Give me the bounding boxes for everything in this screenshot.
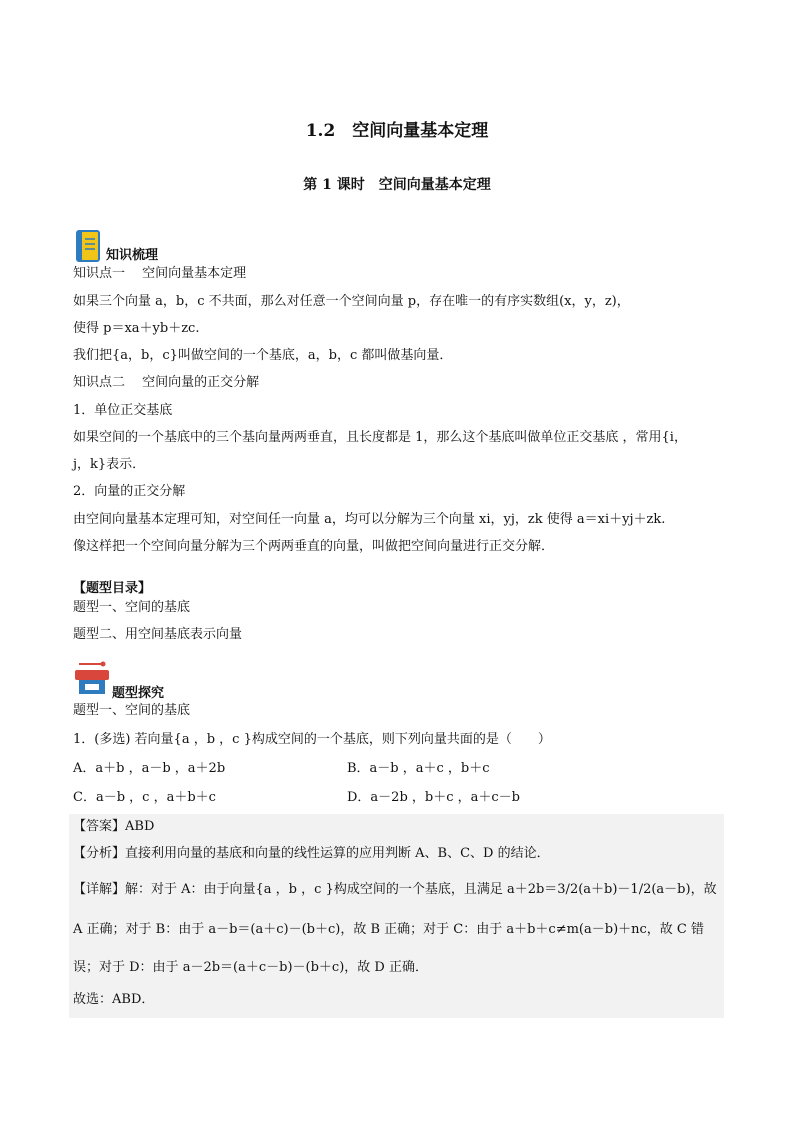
catalog-title: 【题型目录】 <box>73 581 152 596</box>
kp1-line3: 我们把{a，b，c}叫做空间的一个基底，a，b，c 都叫做基向量． <box>73 348 453 363</box>
option-a: A．a＋b ，a－b ，a＋2b <box>73 761 226 776</box>
detail-line: 【详解】解：对于 A：由于向量{a ，b ，c }构成空间的一个基底，且满足 a＋2b＝3/2(a＋b)－1/2(a－b)，故 <box>73 882 717 897</box>
detail-line: 误；对于 D：由于 a－2b＝(a＋c－b)－(b＋c)，故 D 正确． <box>73 960 428 975</box>
option-c: C．a－b ，c ，a＋b＋c <box>73 790 216 805</box>
page-title: 1.2 空间向量基本定理 <box>305 121 489 141</box>
question-stem: 1．(多选) 若向量{a ，b ，c }构成空间的一个基底，则下列向量共面的是（ ） <box>73 732 551 747</box>
kp1-line1: 如果三个向量 a，b，c 不共面，那么对任意一个空间向量 p，存在唯一的有序实数组(x，y，z)， <box>73 294 630 309</box>
option-d: D．a－2b ，b＋c ，a＋c－b <box>347 790 520 805</box>
kp2-line4: 像这样把一个空间向量分解为三个两两垂直的向量，叫做把空间向量进行正交分解． <box>73 539 555 554</box>
type1-title: 题型一、空间的基底 <box>73 703 191 718</box>
catalog-item: 题型一、空间的基底 <box>73 600 191 615</box>
explore-heading: 题型探究 <box>112 686 165 701</box>
knowledge-heading: 知识梳理 <box>106 248 159 263</box>
detail-line: 故选：ABD． <box>73 992 155 1007</box>
tray-icon <box>73 660 113 700</box>
notebook-icon <box>76 230 100 266</box>
kp2-sub2: 2．向量的正交分解 <box>73 484 186 499</box>
kp2-line3: 由空间向量基本定理可知，对空间任一向量 a，均可以分解为三个向量 xi，yj，zk 使得 a＝xi＋yj＋zk. <box>73 512 666 527</box>
answer-label: 【答案】ABD <box>73 819 155 834</box>
option-b: B．a－b ，a＋c ，b＋c <box>347 761 490 776</box>
catalog-item: 题型二、用空间基底表示向量 <box>73 627 243 642</box>
analysis-text: 【分析】直接利用向量的基底和向量的线性运算的应用判断 A、B、C、D 的结论． <box>73 846 550 861</box>
lesson-subtitle: 第 1 课时 空间向量基本定理 <box>303 177 491 193</box>
kp2-sub1: 1．单位正交基底 <box>73 403 173 418</box>
detail-line: A 正确；对于 B：由于 a－b＝(a＋c)－(b＋c)，故 B 正确；对于 C：由于 a＋b＋c≠m(a－b)＋nc，故 C 错 <box>73 922 705 937</box>
kp1-line2: 使得 p＝xa＋yb＋zc. <box>73 321 200 336</box>
kp2-line2: j，k}表示． <box>73 457 146 472</box>
kp2-title: 知识点二 空间向量的正交分解 <box>73 375 260 390</box>
kp2-line1: 如果空间的一个基底中的三个基向量两两垂直，且长度都是 1，那么这个基底叫做单位正交基底 ，常用{i， <box>73 430 687 445</box>
kp1-title: 知识点一 空间向量基本定理 <box>73 266 247 281</box>
